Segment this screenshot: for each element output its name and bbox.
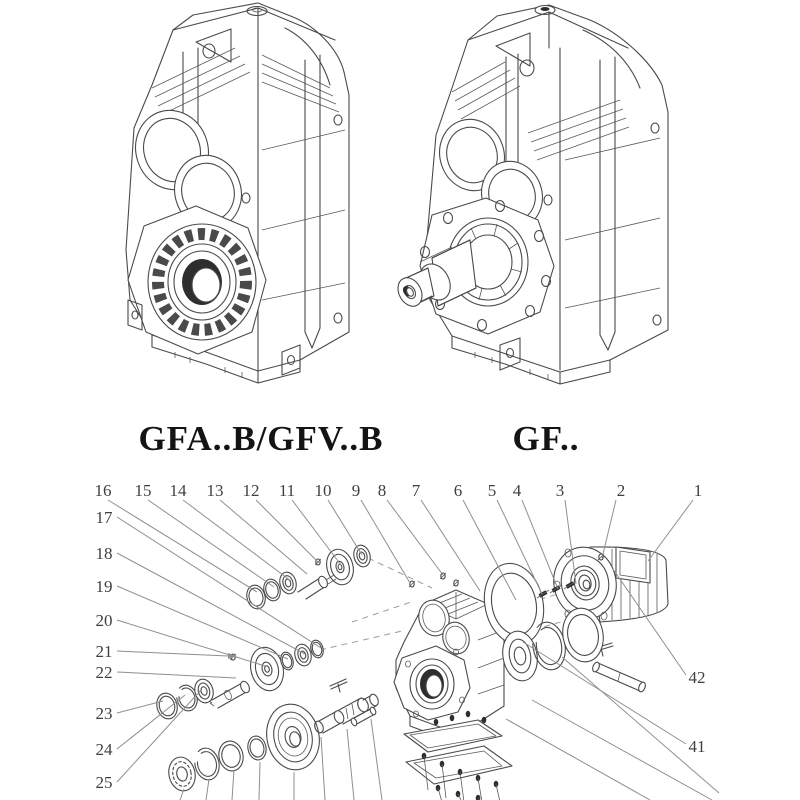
callout-6: 6 [453, 481, 463, 500]
callout-5: 5 [487, 481, 497, 500]
bottom-gasket [404, 720, 502, 752]
callout-19: 19 [95, 577, 113, 596]
callout-7: 7 [411, 481, 421, 500]
leader-line [321, 737, 325, 800]
callout-21: 21 [95, 642, 113, 661]
bolt-head [466, 711, 471, 717]
bolt-head [450, 715, 455, 721]
leader-line [117, 672, 236, 678]
leader-line [421, 500, 480, 591]
leader-line [108, 500, 257, 592]
output-shaft [313, 693, 380, 734]
bottom-cover [406, 746, 512, 784]
thrust-washer [279, 651, 295, 671]
leader-line [361, 500, 410, 583]
leader-line [117, 701, 163, 713]
callout-20: 20 [95, 611, 113, 630]
input-pinion-shaft [298, 575, 336, 599]
callout-8: 8 [377, 481, 387, 500]
leader-line [256, 500, 319, 563]
leader-line [232, 770, 234, 800]
bolt-head [482, 717, 487, 723]
leader-line [148, 500, 274, 587]
leader-line [532, 700, 712, 800]
shaft-key [330, 679, 347, 692]
callout-22: 22 [95, 663, 113, 682]
leader-line [206, 779, 209, 800]
bolt-shaft [496, 784, 500, 800]
callout-15: 15 [134, 481, 152, 500]
callout-13: 13 [206, 481, 224, 500]
callout-12: 12 [242, 481, 260, 500]
callout-24: 24 [95, 740, 113, 759]
leader-line [117, 553, 305, 654]
exploded-parts-diagram [95, 481, 720, 800]
leader-line [117, 695, 185, 749]
output-seal [216, 739, 246, 773]
callout-42: 42 [688, 668, 706, 687]
callout-14: 14 [169, 481, 187, 500]
intermediate-pinion-shaft [208, 680, 251, 708]
callout-23: 23 [95, 704, 113, 723]
bolt-head [434, 719, 439, 725]
callout-16: 16 [94, 481, 112, 500]
leader-line [506, 719, 650, 800]
callout-9: 9 [351, 481, 361, 500]
gearbox-isometric-left [125, 3, 349, 383]
leader-line [523, 642, 686, 744]
leader-line [183, 500, 291, 581]
callout-11: 11 [278, 481, 296, 500]
leader-line [328, 500, 362, 555]
callout-3: 3 [555, 481, 565, 500]
leader-line [117, 620, 265, 666]
leader-line [648, 500, 693, 561]
leader-line [117, 651, 228, 656]
bolt-shaft [438, 788, 442, 800]
callout-25: 25 [95, 773, 113, 792]
leader-line [347, 729, 354, 800]
callout-17: 17 [95, 508, 113, 527]
exploded-ring-parts [154, 541, 623, 793]
right-figure-label: GF.. [512, 419, 580, 458]
callout-41: 41 [688, 737, 706, 756]
left-figure-label: GFA..B/GFV..B [138, 419, 384, 458]
callout-10: 10 [314, 481, 332, 500]
callout-2: 2 [616, 481, 626, 500]
input-gear [328, 552, 352, 582]
leader-line [259, 762, 260, 800]
leader-line [371, 719, 382, 800]
callout-4: 4 [512, 481, 522, 500]
intermediate-gear [252, 651, 282, 687]
leader-line [387, 500, 443, 575]
gearbox-isometric-right [393, 5, 668, 384]
callout-1: 1 [693, 481, 703, 500]
callout-18: 18 [95, 544, 113, 563]
